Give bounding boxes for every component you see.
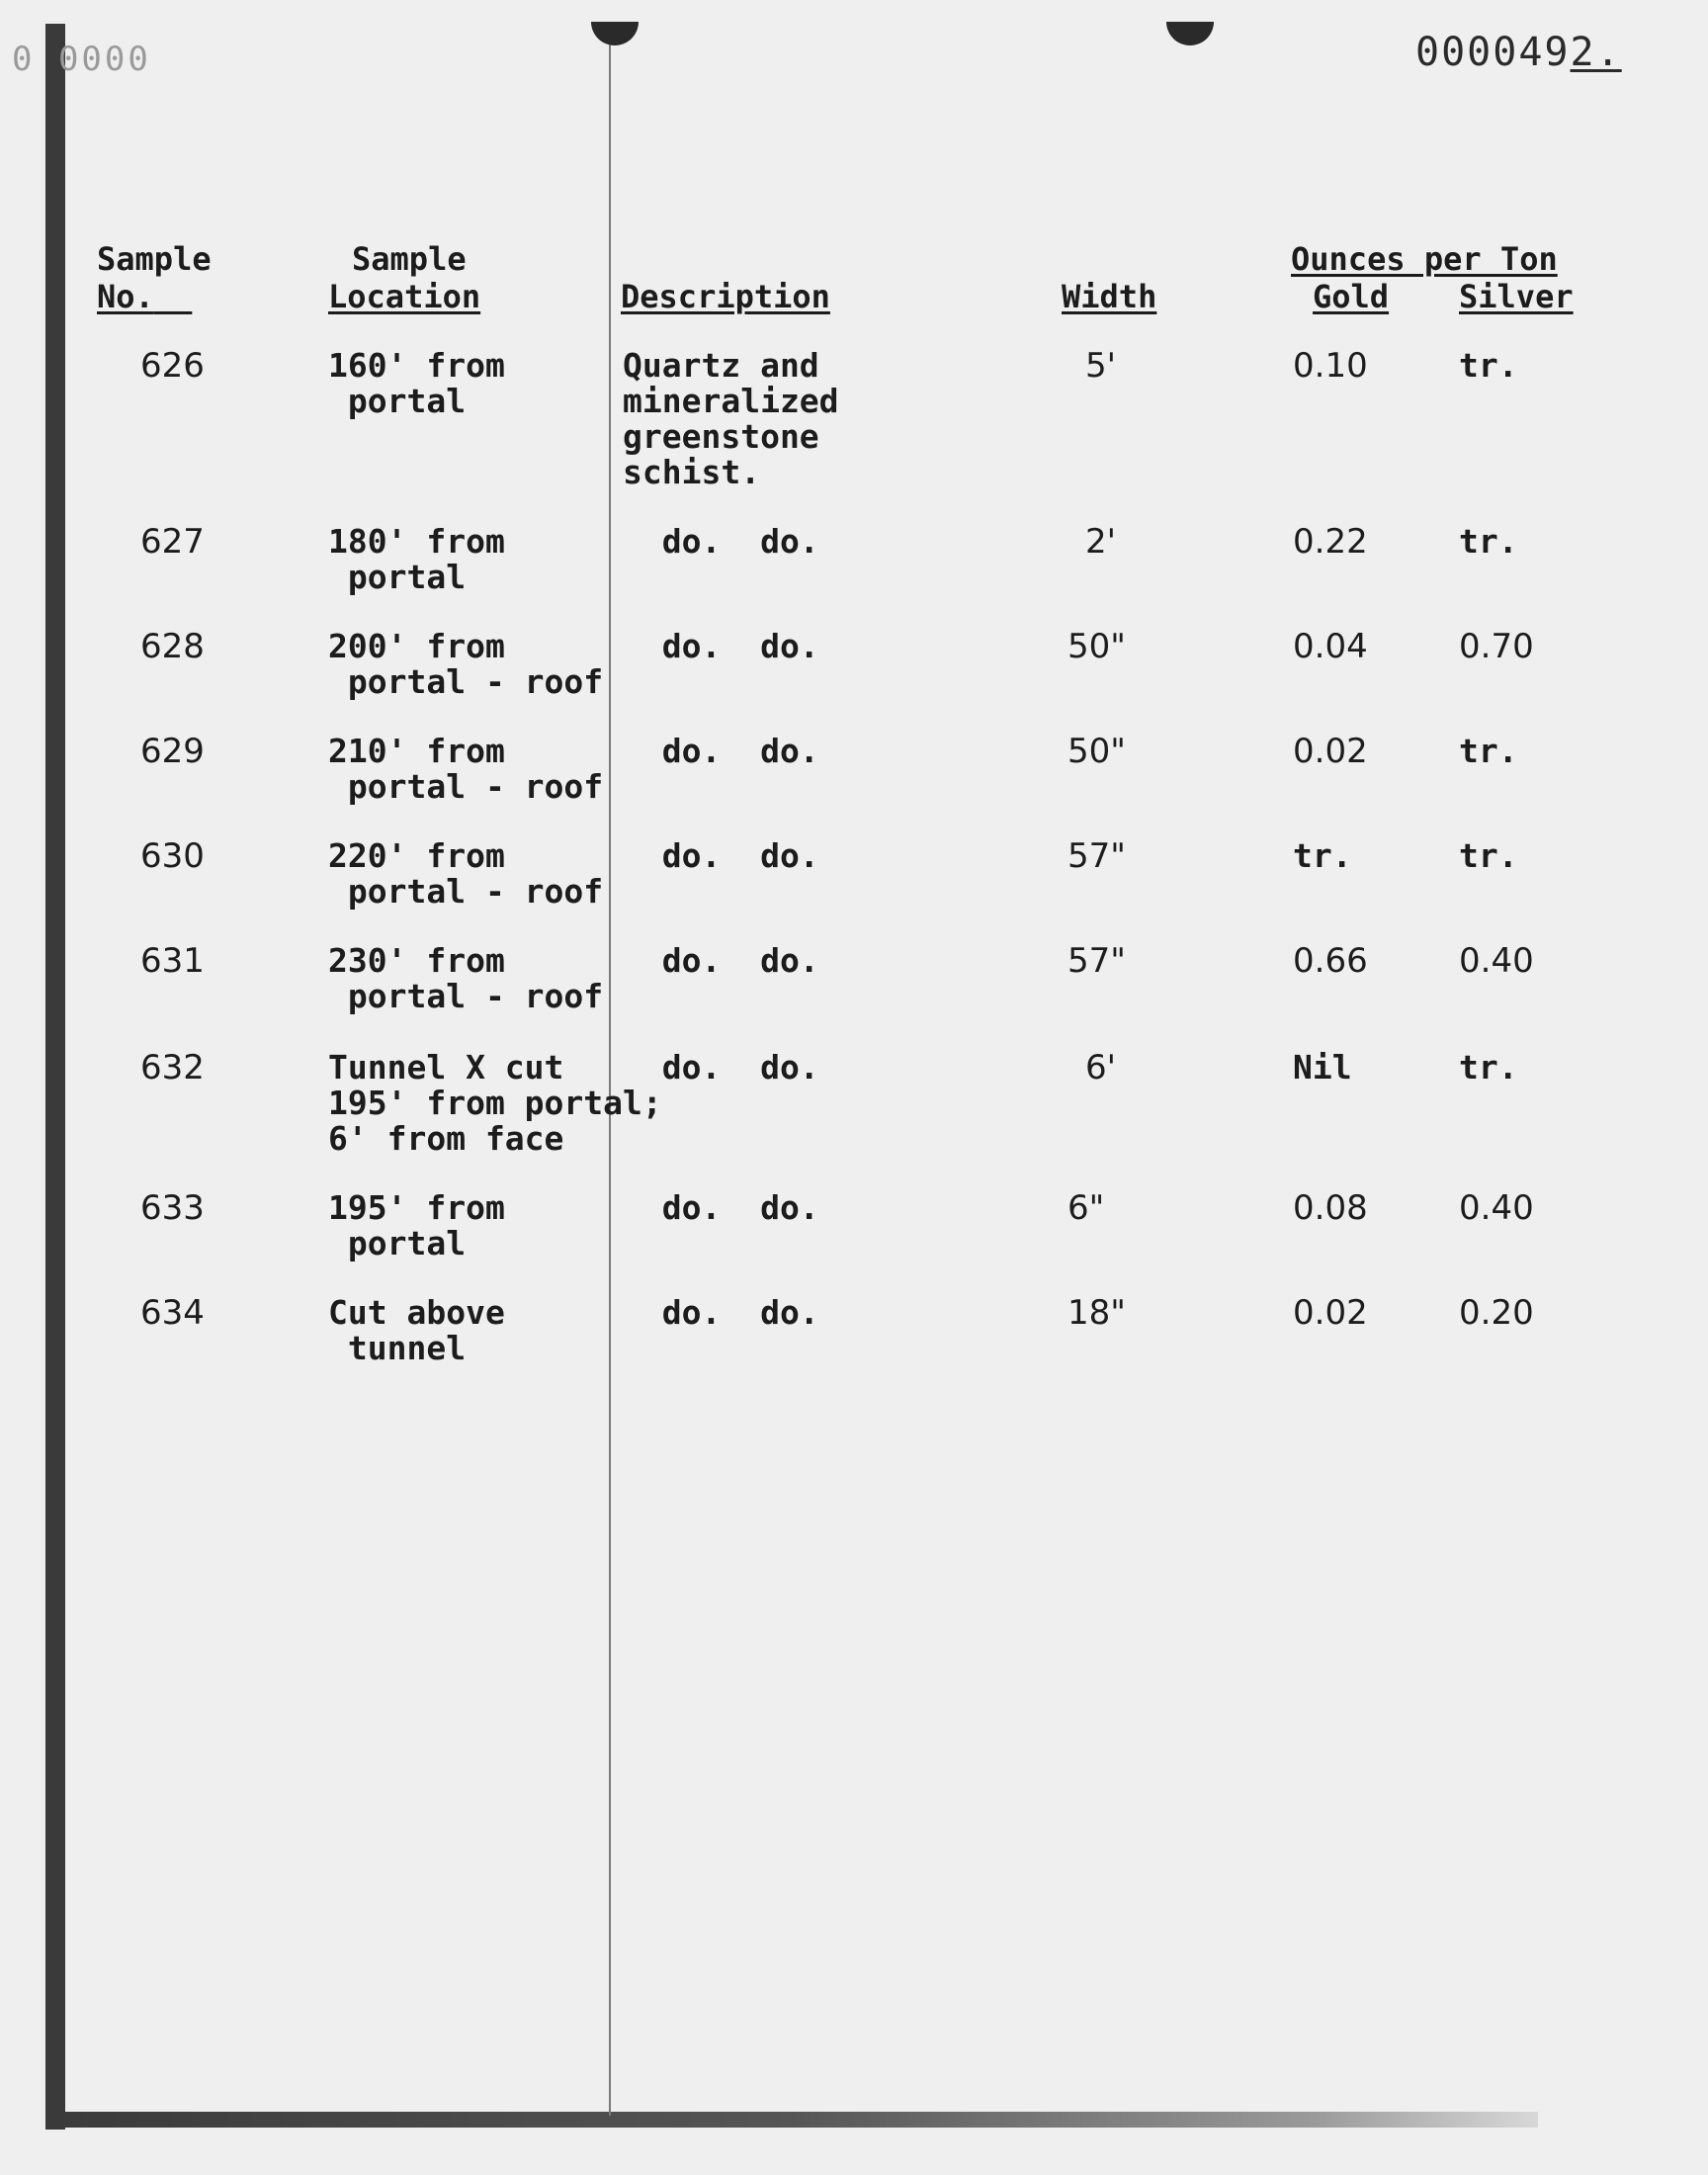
sample-no: 633	[140, 1188, 205, 1228]
description-line1: do. do.	[623, 1293, 819, 1332]
sample-location-line1: 160' from	[328, 346, 505, 385]
description-line1: do. do.	[623, 627, 819, 665]
header-gold: Gold	[1313, 278, 1390, 315]
header-sample-no-line2: No.	[97, 278, 154, 315]
width-value: 6'	[1085, 1048, 1116, 1088]
silver-value: tr.	[1459, 522, 1518, 561]
header-location-line2: Location	[328, 278, 481, 315]
width-value: 50"	[1068, 732, 1126, 771]
punch-hole-right	[1166, 22, 1214, 45]
sample-no: 632	[140, 1048, 205, 1088]
header-description: Description	[621, 278, 830, 315]
sample-location-line1: 210' from	[328, 732, 505, 770]
sample-location-line2: 195' from portal;	[328, 1084, 662, 1122]
header-width: Width	[1062, 278, 1157, 315]
sample-location-line1: 220' from	[328, 836, 505, 875]
punch-hole-left	[591, 22, 639, 45]
gold-value: 0.10	[1293, 346, 1368, 386]
silver-value: tr.	[1459, 346, 1518, 385]
description-line2: mineralized	[623, 382, 839, 420]
description-line1: do. do.	[623, 836, 819, 875]
description-line1: Quartz and	[623, 346, 819, 385]
header-sample-no-line1: Sample	[97, 240, 212, 278]
gold-value: 0.08	[1293, 1188, 1368, 1228]
gold-value: 0.02	[1293, 732, 1368, 771]
sample-location-line2: portal	[328, 558, 467, 596]
description-line1: do. do.	[623, 1048, 819, 1087]
sample-location-line2: portal - roof	[328, 767, 604, 806]
width-value: 5'	[1085, 346, 1116, 386]
width-value: 57"	[1068, 836, 1126, 876]
fold-line	[609, 40, 611, 2116]
sample-location-line1: Tunnel X cut	[328, 1048, 564, 1087]
gold-value: 0.66	[1293, 941, 1368, 981]
sample-location-line2: portal	[328, 382, 467, 420]
sample-no: 628	[140, 627, 205, 666]
sample-no: 634	[140, 1293, 205, 1333]
sample-no: 626	[140, 346, 205, 386]
gold-value: 0.22	[1293, 522, 1368, 562]
width-value: 18"	[1068, 1293, 1126, 1333]
sample-location-line2: portal - roof	[328, 662, 604, 701]
binding-edge	[45, 24, 65, 2130]
sample-location-line3: 6' from face	[328, 1119, 564, 1158]
silver-value: tr.	[1459, 836, 1518, 875]
width-value: 50"	[1068, 627, 1126, 666]
gold-value: 0.02	[1293, 1293, 1368, 1333]
description-line1: do. do.	[623, 522, 819, 561]
bottom-edge	[45, 2112, 1538, 2128]
header-location-line1: Sample	[352, 240, 467, 278]
silver-value: tr.	[1459, 1048, 1518, 1087]
sample-location-line1: 230' from	[328, 941, 505, 980]
description-line4: schist.	[623, 453, 761, 491]
width-value: 57"	[1068, 941, 1126, 981]
width-value: 2'	[1085, 522, 1116, 562]
gold-value: Nil	[1293, 1048, 1352, 1087]
silver-value: 0.40	[1459, 941, 1534, 981]
gold-value: tr.	[1293, 836, 1352, 875]
page-stamp-number: 000049	[1415, 30, 1571, 75]
header-silver: Silver	[1459, 278, 1574, 315]
sample-no: 631	[140, 941, 205, 981]
sample-no: 630	[140, 836, 205, 876]
silver-value: tr.	[1459, 732, 1518, 770]
silver-value: 0.40	[1459, 1188, 1534, 1228]
gold-value: 0.04	[1293, 627, 1368, 666]
description-line1: do. do.	[623, 941, 819, 980]
silver-value: 0.20	[1459, 1293, 1534, 1333]
description-line3: greenstone	[623, 417, 819, 456]
sample-no: 627	[140, 522, 205, 562]
sample-location-line2: portal - roof	[328, 872, 604, 911]
sample-location-line1: 195' from	[328, 1188, 505, 1227]
width-value: 6"	[1068, 1188, 1105, 1228]
sample-location-line2: portal	[328, 1224, 467, 1262]
header-ounces-per-ton: Ounces per Ton	[1291, 240, 1558, 278]
page-stamp-right	[1415, 30, 1622, 75]
sample-no: 629	[140, 732, 205, 771]
sample-location-line1: Cut above	[328, 1293, 505, 1332]
description-line1: do. do.	[623, 732, 819, 770]
sample-location-line2: tunnel	[328, 1329, 467, 1367]
page-stamp-left: 0 0000	[12, 40, 151, 79]
page-stamp-suffix: 2.	[1570, 30, 1622, 75]
sample-location-line1: 180' from	[328, 522, 505, 561]
description-line1: do. do.	[623, 1188, 819, 1227]
silver-value: 0.70	[1459, 627, 1534, 666]
sample-location-line1: 200' from	[328, 627, 505, 665]
sample-location-line2: portal - roof	[328, 977, 604, 1015]
